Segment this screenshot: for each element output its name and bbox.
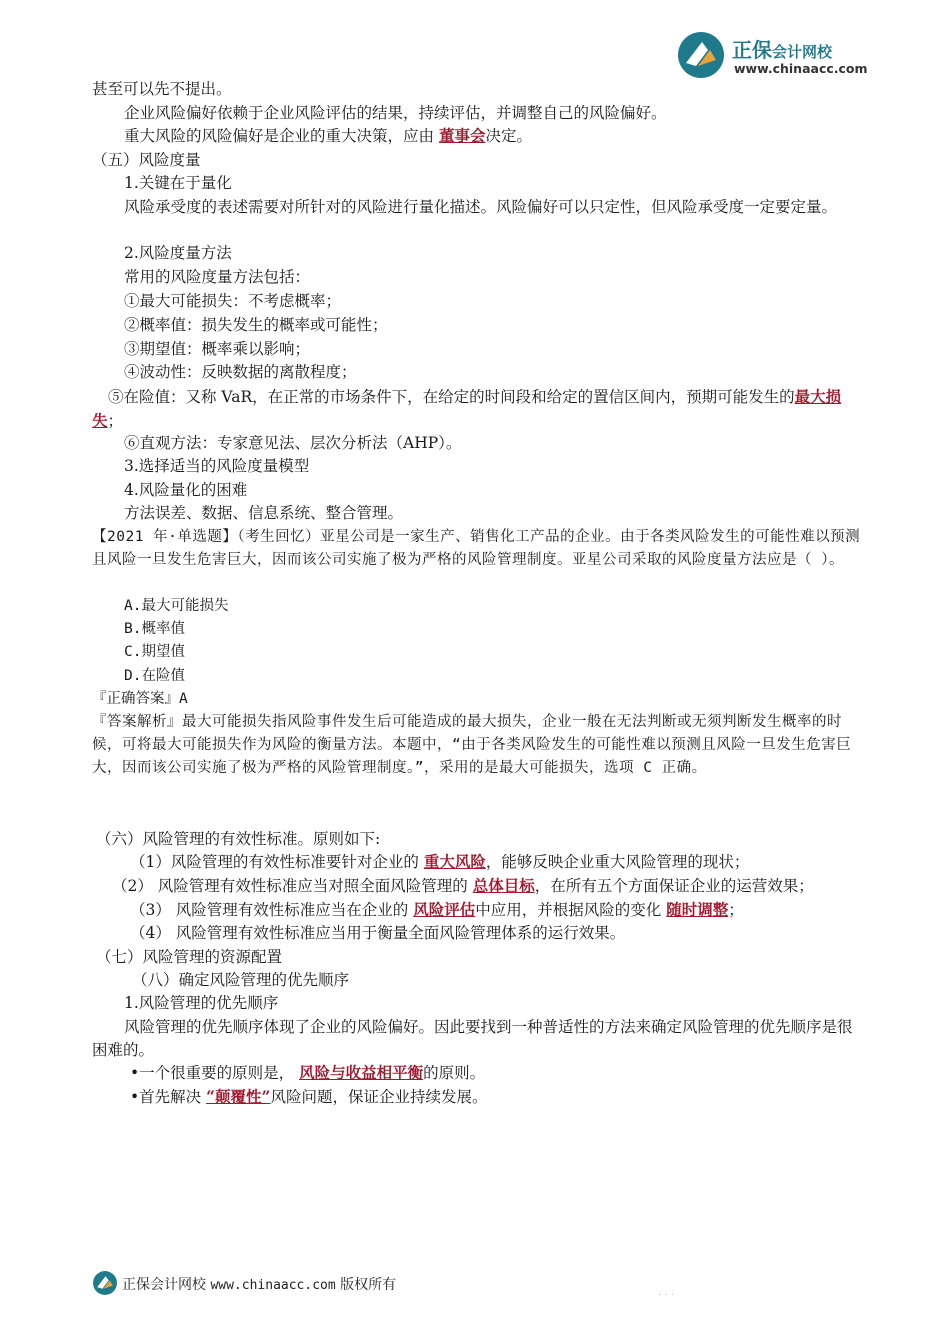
page-mark-decoration: · · · bbox=[658, 1290, 674, 1301]
question-stem: 【2021 年·单选题】（考生回忆）亚星公司是一家生产、销售化工产品的企业。由于各类风险发生的可能性难以预测且风险一旦发生危害巨大，因而该公司实施了极为严格的风险管理制度。亚星公司采取的风险度量方法应是（ ）。 bbox=[92, 529, 861, 568]
text-line: 常用的风险度量方法包括： bbox=[124, 268, 311, 286]
subheading: 4.风险量化的困难 bbox=[124, 481, 248, 499]
section-heading: （八）确定风险管理的优先顺序 bbox=[132, 971, 350, 989]
correct-answer: 『正确答案』A bbox=[92, 691, 188, 707]
text-line: 甚至可以先不提出。 bbox=[92, 80, 232, 98]
list-item: （3） 风险管理有效性标准应当在企业的 风险评估中应用，并根据风险的变化 随时调整； bbox=[130, 900, 744, 919]
section-heading: （五）风险度量 bbox=[92, 151, 201, 169]
keyword-highlight: 最大损失 bbox=[92, 387, 842, 430]
subheading: 3.选择适当的风险度量模型 bbox=[124, 457, 310, 475]
keyword-highlight: 风险与收益相平衡 bbox=[299, 1063, 424, 1082]
list-item: ⑤在险值：又称 VaR，在正常的市场条件下，在给定的时间段和给定的置信区间内，预期可能发生的最大损失； bbox=[92, 387, 842, 430]
section-heading: （七）风险管理的资源配置 bbox=[96, 948, 283, 966]
list-item: （1）风险管理的有效性标准要针对企业的 重大风险，能够反映企业重大风险管理的现状； bbox=[130, 852, 750, 871]
bullet-item: •首先解决 “颠覆性”风险问题，保证企业持续发展。 bbox=[130, 1087, 488, 1106]
list-item: （4） 风险管理有效性标准应当用于衡量全面风险管理体系的运行效果。 bbox=[130, 924, 626, 942]
section-heading: （六）风险管理的有效性标准。原则如下: bbox=[96, 830, 381, 848]
question-option-a: A.最大可能损失 bbox=[124, 598, 229, 614]
bullet-item: •一个很重要的原则是， 风险与收益相平衡的原则。 bbox=[130, 1063, 486, 1082]
chinaacc-logo-icon bbox=[676, 30, 726, 80]
footer-copyright: 正保会计网校 www.chinaacc.com 版权所有 bbox=[122, 1277, 397, 1293]
list-item: （2） 风险管理有效性标准应当对照全面风险管理的 总体目标，在所有五个方面保证企业的运营效果； bbox=[112, 876, 814, 895]
question-option-c: C.期望值 bbox=[124, 644, 185, 660]
list-item: ③期望值：概率乘以影响； bbox=[124, 340, 311, 358]
answer-analysis: 『答案解析』最大可能损失指风险事件发生后可能造成的最大损失，企业一般在无法判断或无须判断发生概率的时候，可将最大可能损失作为风险的衡量方法。本题中，“由于各类风险发生的可能性难以预测且风险一旦发生危害巨大，因而该公司实施了极为严格的风险管理制度。”，采用的是最大可能损失，选项 C 正确。 bbox=[92, 714, 852, 776]
list-item: ②概率值：损失发生的概率或可能性； bbox=[124, 316, 388, 334]
brand-logo bbox=[676, 28, 876, 84]
paragraph: 风险管理的优先顺序体现了企业的风险偏好。因此要找到一种普适性的方法来确定风险管理的优先顺序是很困难的。 bbox=[92, 1018, 853, 1059]
question-option-d: D.在险值 bbox=[124, 668, 185, 684]
subheading: 1.关键在于量化 bbox=[124, 174, 232, 192]
text-line: 方法误差、数据、信息系统、整合管理。 bbox=[124, 504, 404, 522]
chinaacc-logo-icon bbox=[92, 1270, 118, 1296]
paragraph: 风险承受度的表述需要对所针对的风险进行量化描述。风险偏好可以只定性，但风险承受度一定要定量。 bbox=[124, 198, 838, 216]
text-line: 企业风险偏好依赖于企业风险评估的结果，持续评估，并调整自己的风险偏好。 bbox=[124, 104, 667, 122]
subheading: 2.风险度量方法 bbox=[124, 244, 232, 262]
text-line: 重大风险的风险偏好是企业的重大决策，应由 董事会决定。 bbox=[124, 126, 532, 145]
question-option-b: B.概率值 bbox=[124, 621, 185, 637]
cut-off-heading bbox=[92, 48, 312, 58]
keyword-highlight: 随时调整 bbox=[666, 900, 729, 919]
list-item: ④波动性：反映数据的离散程度； bbox=[124, 363, 357, 381]
keyword-highlight: 重大风险 bbox=[423, 852, 486, 871]
list-item: ①最大可能损失：不考虑概率； bbox=[124, 292, 342, 310]
keyword-highlight: 总体目标 bbox=[472, 876, 535, 895]
subheading: 1.风险管理的优先顺序 bbox=[124, 994, 279, 1012]
logo-url: www.chinaacc.com bbox=[734, 61, 868, 76]
page-footer bbox=[92, 1270, 492, 1298]
keyword-highlight: 董事会 bbox=[438, 126, 486, 145]
keyword-highlight: 风险评估 bbox=[413, 900, 476, 919]
keyword-highlight: “颠覆性” bbox=[206, 1087, 271, 1106]
logo-brand-text: 正保会计网校 bbox=[732, 38, 833, 62]
list-item: ⑥直观方法：专家意见法、层次分析法（AHP）。 bbox=[124, 434, 462, 452]
